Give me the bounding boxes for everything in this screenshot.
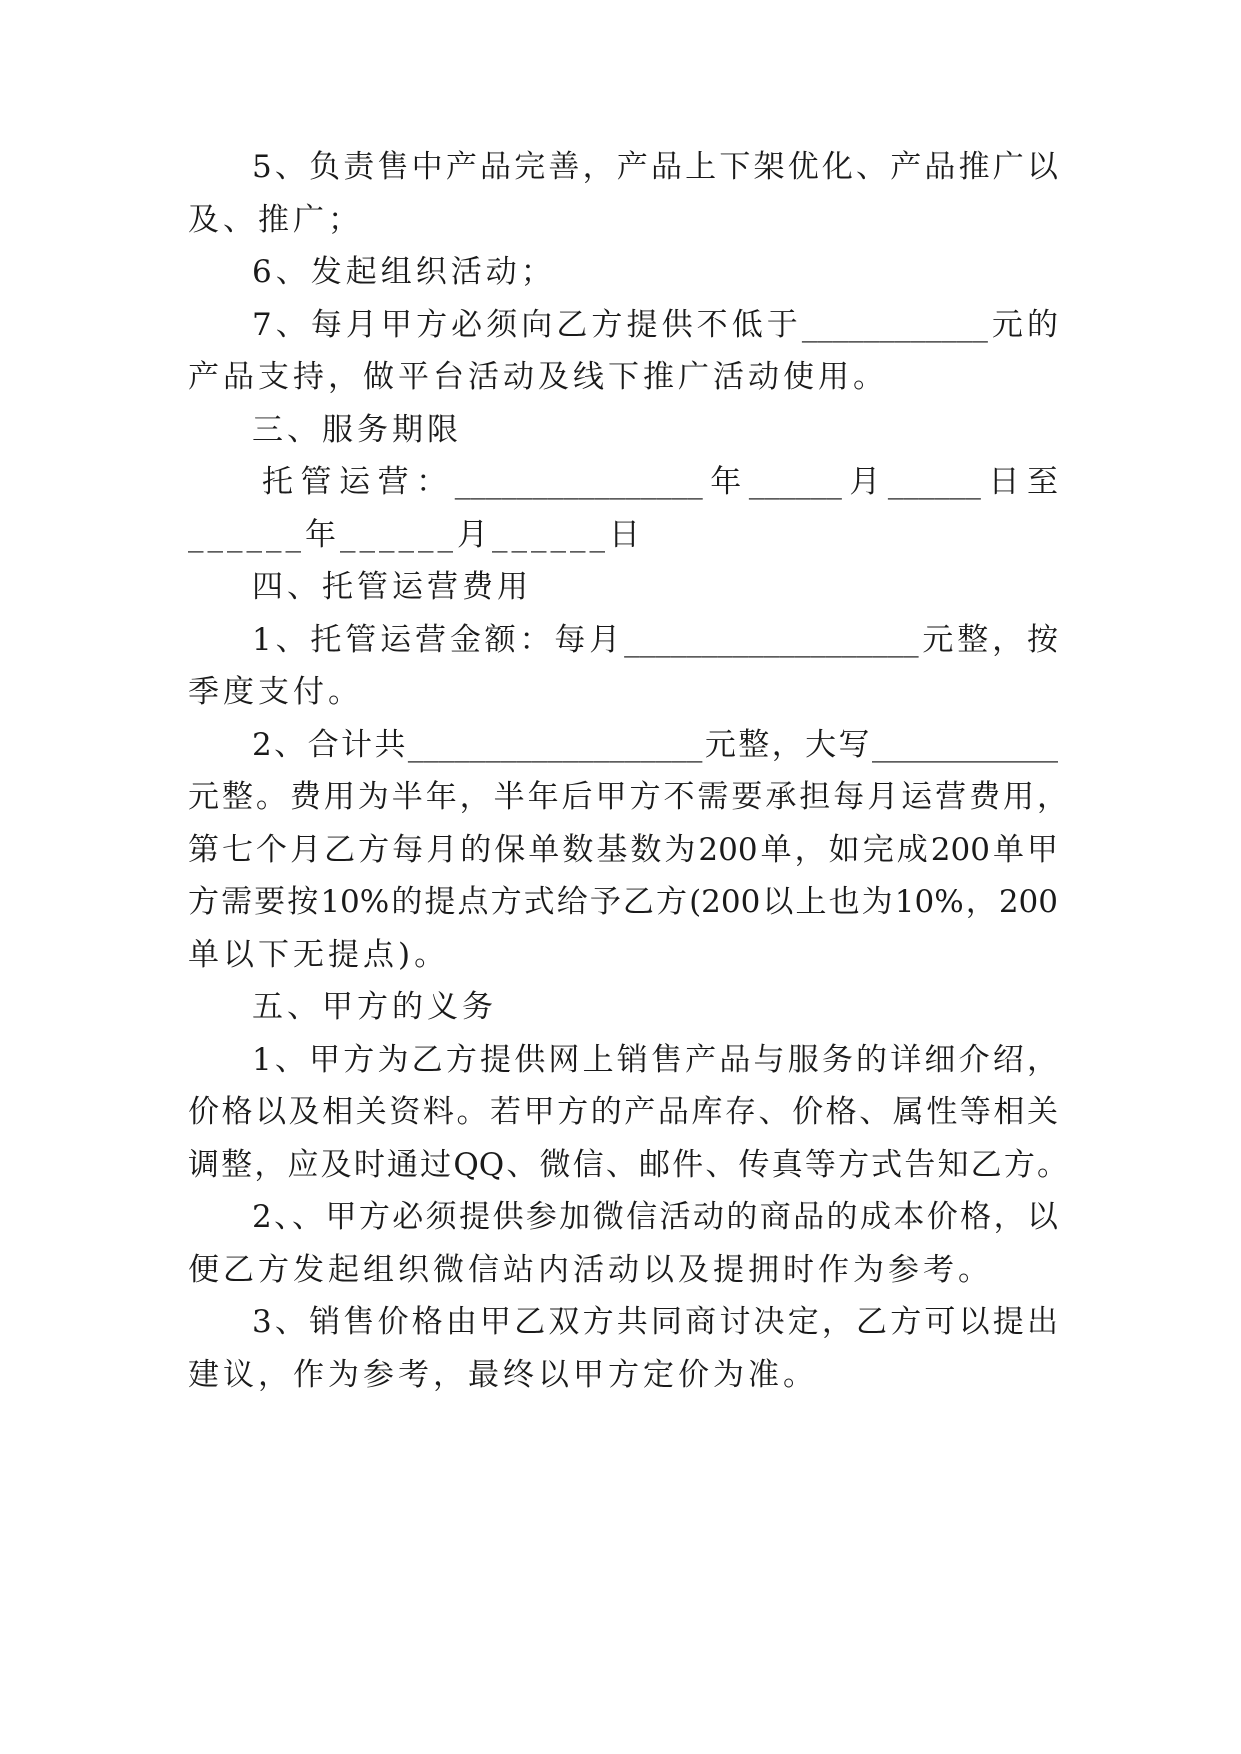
text-line: ______年______月______日 [188,517,644,553]
section-heading: 三、服务期限 [252,412,462,448]
text-line: 元整。费用为半年，半年后甲方不需要承担每月运营费用， [188,779,1068,815]
section-heading: 五、甲方的义务 [252,989,497,1025]
text-line: 价格以及相关资料。若甲方的产品库存、价格、属性等相关 [188,1094,1058,1130]
text-line: 第七个月乙方每月的保单数基数为200单，如完成200单甲 [188,832,1058,868]
text-line: 2、合计共___________________元整，大写____________ [252,727,1058,763]
text-line: 单以下无提点)。 [188,937,450,973]
text-line: 1、托管运营金额：每月___________________元整，按 [252,622,1058,658]
text-line: 3、销售价格由甲乙双方共同商讨决定，乙方可以提出 [252,1304,1058,1340]
text-line: 便乙方发起组织微信站内活动以及提拥时作为参考。 [188,1252,993,1288]
text-line: 产品支持，做平台活动及线下推广活动使用。 [188,359,888,395]
text-line: 7、每月甲方必须向乙方提供不低于____________元的 [252,307,1058,343]
text-line: 2、、甲方必须提供参加微信活动的商品的成本价格，以 [252,1199,1058,1235]
text-line: 6、发起组织活动； [252,254,556,290]
text-line: 5、负责售中产品完善，产品上下架优化、产品推广以 [252,149,1058,185]
text-line: 调整，应及时通过QQ、微信、邮件、传真等方式告知乙方。 [188,1147,1068,1183]
text-line: 方需要按10%的提点方式给予乙方(200以上也为10%，200 [188,884,1058,920]
text-line: 建议，作为参考，最终以甲方定价为准。 [188,1357,818,1393]
text-line: 及、推广； [188,202,363,238]
text-line: 季度支付。 [188,674,363,710]
text-line: 托管运营：________________年______月______日至 [262,464,1058,500]
section-heading: 四、托管运营费用 [252,569,532,605]
text-line: 1、甲方为乙方提供网上销售产品与服务的详细介绍， [252,1042,1058,1078]
